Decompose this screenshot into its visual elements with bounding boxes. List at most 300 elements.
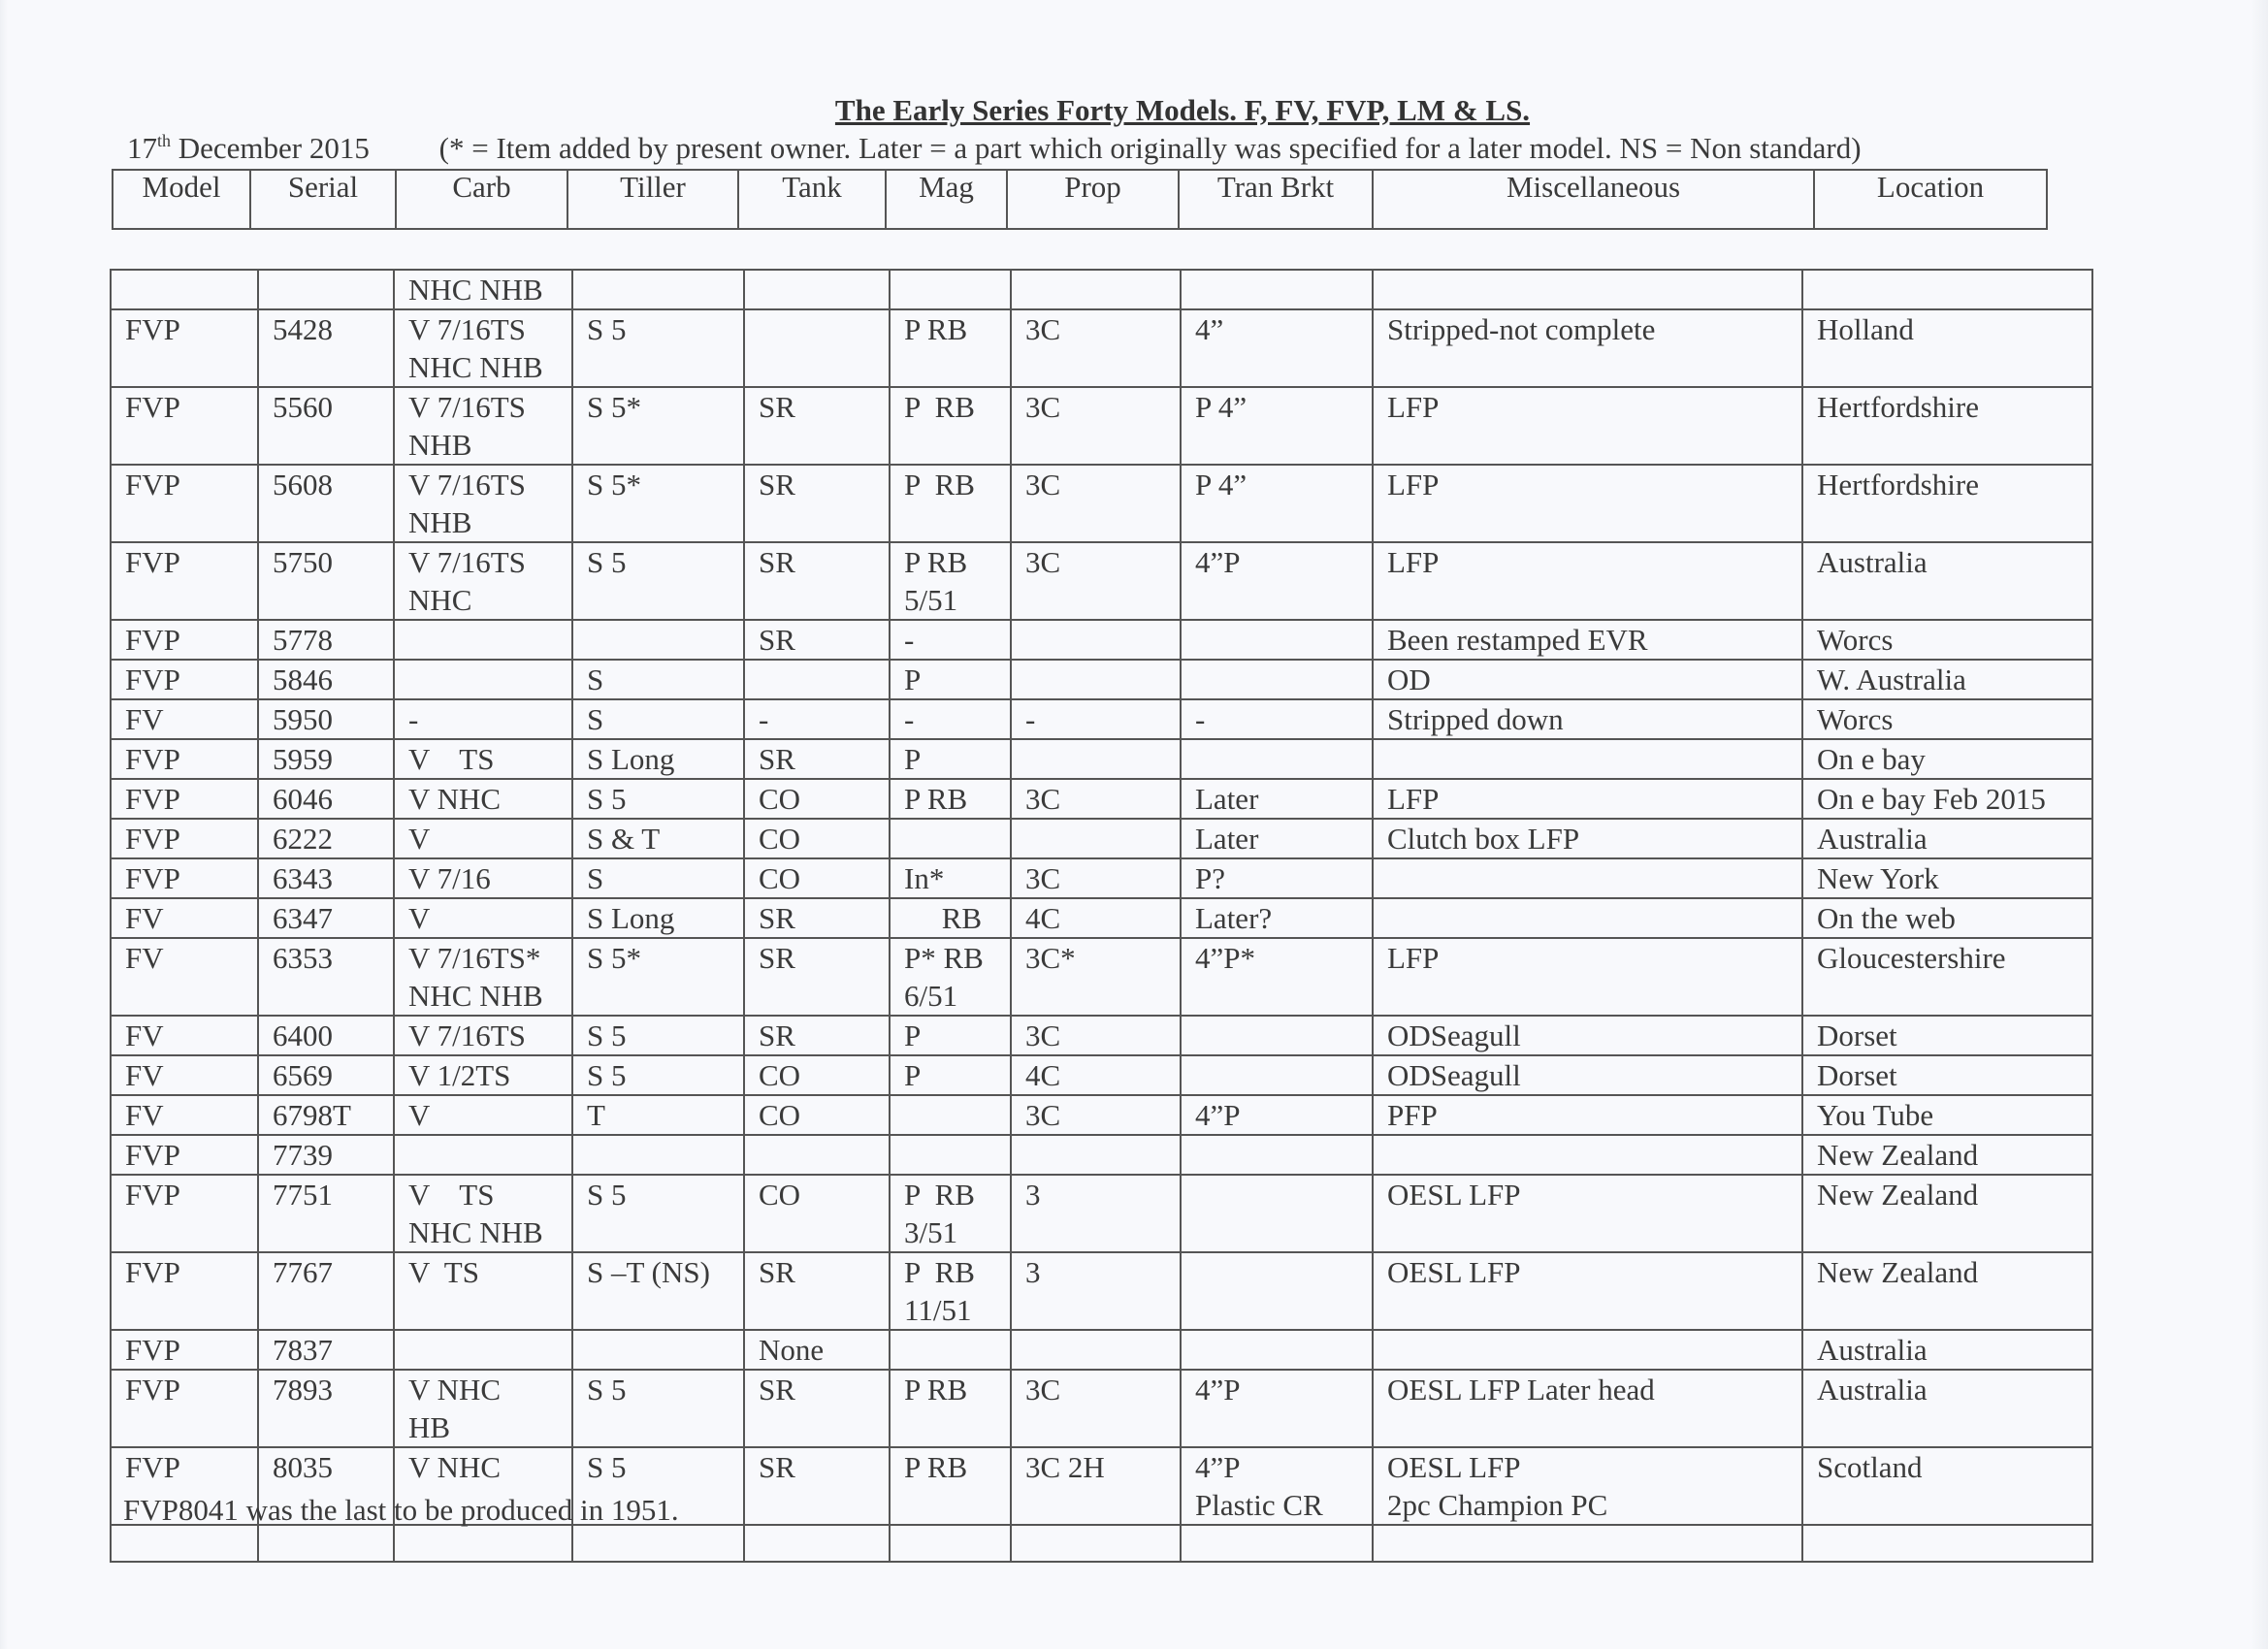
- table-row: [111, 1525, 2092, 1562]
- cell-miscellaneous: [1373, 858, 1802, 898]
- cell-tank: [744, 819, 890, 858]
- cell-text: CO: [759, 822, 801, 856]
- abbreviation-legend: (* = Item added by present owner. Later = a part which originally was specified for a later model. NS = Non standard): [438, 131, 1862, 165]
- cell-line: P?: [1195, 861, 1225, 895]
- cell-text: SR: [759, 623, 795, 657]
- cell-serial: [258, 1135, 394, 1175]
- document-date: [127, 131, 370, 165]
- cell-text: 5778: [273, 623, 333, 657]
- cell-serial: [258, 1370, 394, 1447]
- cell-model: [111, 898, 258, 938]
- cell-line: P RB: [904, 1255, 975, 1289]
- cell-line: S 5: [587, 312, 627, 346]
- cell-location: [1802, 819, 2092, 858]
- cell-miscellaneous: [1373, 1016, 1802, 1055]
- cell-prop: [1011, 819, 1181, 858]
- cell-model: [111, 699, 258, 739]
- cell-text: SR: [759, 1373, 795, 1406]
- cell-tank: [744, 660, 890, 699]
- cell-model: [111, 465, 258, 542]
- cell-model: [111, 542, 258, 620]
- cell-tank: [744, 739, 890, 779]
- cell-carb: [394, 1175, 572, 1252]
- column-header-tank: Tank: [738, 170, 886, 229]
- cell-carb: [394, 1525, 572, 1562]
- cell-line: -: [904, 623, 915, 657]
- cell-tank: [744, 898, 890, 938]
- cell-text: 3C: [1025, 390, 1061, 424]
- cell-line: P RB: [904, 782, 968, 816]
- cell-tiller: [572, 1095, 744, 1135]
- cell-line: 4”P: [1195, 1098, 1241, 1132]
- column-header-model: Model: [113, 170, 250, 229]
- cell-line: V 7/16TS: [408, 545, 526, 579]
- cell-tran-brkt: [1181, 819, 1373, 858]
- cell-location: [1802, 1135, 2092, 1175]
- cell-prop: [1011, 1055, 1181, 1095]
- cell-text: Worcs: [1817, 623, 1894, 657]
- cell-mag: [890, 542, 1011, 620]
- cell-text: FVP: [125, 1178, 180, 1212]
- cell-text: SR: [759, 941, 795, 975]
- cell-tran-brkt: [1181, 898, 1373, 938]
- cell-carb: [394, 1252, 572, 1330]
- cell-text: 3C: [1025, 1373, 1061, 1406]
- cell-line: Clutch box LFP: [1387, 822, 1580, 856]
- cell-text: 5846: [273, 663, 333, 696]
- document-title: The Early Series Forty Models. F, FV, FVP, LM & LS.: [834, 93, 1531, 127]
- cell-miscellaneous: [1373, 779, 1802, 819]
- cell-serial: [258, 1252, 394, 1330]
- cell-text: 6347: [273, 901, 333, 935]
- cell-tiller: [572, 1525, 744, 1562]
- cell-carb: [394, 1055, 572, 1095]
- cell-line: V 7/16: [408, 861, 491, 895]
- cell-text: CO: [759, 861, 801, 895]
- cell-tank: [744, 1095, 890, 1135]
- cell-tank: [744, 620, 890, 660]
- cell-model: [111, 1016, 258, 1055]
- cell-carb: [394, 309, 572, 387]
- cell-serial: [258, 465, 394, 542]
- cell-mag: [890, 1135, 1011, 1175]
- cell-miscellaneous: [1373, 465, 1802, 542]
- cell-prop: [1011, 1370, 1181, 1447]
- footer-note: FVP8041 was the last to be produced in 1951.: [123, 1493, 679, 1527]
- cell-model: [111, 387, 258, 465]
- cell-text: FVP: [125, 663, 180, 696]
- cell-text: SR: [759, 1255, 795, 1289]
- date-day: 17: [127, 131, 157, 165]
- cell-prop: [1011, 1525, 1181, 1562]
- cell-tank: [744, 465, 890, 542]
- cell-serial: [258, 1055, 394, 1095]
- cell-text: SR: [759, 742, 795, 776]
- cell-miscellaneous: [1373, 1135, 1802, 1175]
- cell-text: 3: [1025, 1178, 1041, 1212]
- cell-location: [1802, 309, 2092, 387]
- cell-prop: [1011, 1175, 1181, 1252]
- cell-location: [1802, 465, 2092, 542]
- cell-line: V: [408, 1098, 431, 1132]
- document-subheading: [127, 131, 1862, 166]
- cell-miscellaneous: [1373, 1370, 1802, 1447]
- column-header-prop: Prop: [1007, 170, 1179, 229]
- cell-line: S 5: [587, 1018, 627, 1052]
- cell-tank: [744, 542, 890, 620]
- cell-line: S 5: [587, 1450, 627, 1484]
- cell-line: V 7/16TS*: [408, 941, 541, 975]
- cell-location: [1802, 620, 2092, 660]
- cell-text: 3C 2H: [1025, 1450, 1105, 1484]
- cell-line: Stripped-not complete: [1387, 312, 1656, 346]
- cell-text: FVP: [125, 545, 180, 579]
- cell-line: OD: [1387, 663, 1431, 696]
- cell-miscellaneous: [1373, 699, 1802, 739]
- cell-mag: [890, 1252, 1011, 1330]
- cell-location: [1802, 1095, 2092, 1135]
- cell-text: 7739: [273, 1138, 333, 1172]
- cell-miscellaneous: [1373, 1252, 1802, 1330]
- cell-tank: [744, 699, 890, 739]
- cell-location: [1802, 542, 2092, 620]
- cell-carb: [394, 819, 572, 858]
- cell-model: [111, 1370, 258, 1447]
- cell-line: S –T (NS): [587, 1255, 710, 1289]
- cell-tran-brkt: [1181, 309, 1373, 387]
- cell-line: S 5: [587, 545, 627, 579]
- cell-line: NHC NHB: [408, 350, 543, 384]
- cell-tran-brkt: [1181, 699, 1373, 739]
- cell-model: [111, 309, 258, 387]
- cell-line: V: [408, 822, 431, 856]
- cell-line: S: [587, 702, 604, 736]
- cell-prop: [1011, 620, 1181, 660]
- cell-text: W. Australia: [1817, 663, 1966, 696]
- cell-mag: [890, 1016, 1011, 1055]
- cell-serial: [258, 739, 394, 779]
- cell-text: Dorset: [1817, 1018, 1897, 1052]
- cell-line: P 4”: [1195, 468, 1247, 501]
- cell-model: [111, 1330, 258, 1370]
- cell-miscellaneous: [1373, 620, 1802, 660]
- cell-prop: [1011, 1016, 1181, 1055]
- table-row: [111, 1330, 2092, 1370]
- cell-text: 5560: [273, 390, 333, 424]
- cell-line: P RB: [904, 545, 968, 579]
- table-row: [111, 1252, 2092, 1330]
- cell-text: -: [1025, 702, 1036, 736]
- cell-tank: [744, 779, 890, 819]
- cell-tank: [744, 309, 890, 387]
- cell-line: V 7/16TS: [408, 390, 526, 424]
- cell-mag: [890, 465, 1011, 542]
- cell-text: Scotland: [1817, 1450, 1923, 1484]
- cell-carb: [394, 779, 572, 819]
- cell-text: Hertfordshire: [1817, 390, 1979, 424]
- cell-prop: [1011, 699, 1181, 739]
- table-row: [111, 1055, 2092, 1095]
- cell-text: SR: [759, 545, 795, 579]
- cell-tiller: [572, 1055, 744, 1095]
- cell-line: Stripped down: [1387, 702, 1564, 736]
- cell-mag: [890, 898, 1011, 938]
- cell-location: [1802, 1370, 2092, 1447]
- cell-line: Been restamped EVR: [1387, 623, 1648, 657]
- cell-line: LFP: [1387, 782, 1440, 816]
- cell-line: OESL LFP: [1387, 1178, 1521, 1212]
- cell-miscellaneous: [1373, 739, 1802, 779]
- cell-text: New Zealand: [1817, 1178, 1979, 1212]
- cell-text: 6353: [273, 941, 333, 975]
- table-row: [111, 898, 2092, 938]
- cell-line: NHB: [408, 428, 472, 462]
- cell-line: Later: [1195, 822, 1259, 856]
- cell-prop: [1011, 898, 1181, 938]
- cell-line: 2pc Champion PC: [1387, 1488, 1608, 1522]
- cell-tiller: [572, 309, 744, 387]
- cell-line: P RB: [904, 390, 975, 424]
- cell-serial: [258, 542, 394, 620]
- cell-model: [111, 270, 258, 309]
- table-row: [111, 1175, 2092, 1252]
- column-header-mag: Mag: [886, 170, 1007, 229]
- cell-text: SR: [759, 1450, 795, 1484]
- cell-carb: [394, 270, 572, 309]
- cell-mag: [890, 1055, 1011, 1095]
- cell-text: FVP: [125, 861, 180, 895]
- cell-line: PFP: [1387, 1098, 1438, 1132]
- cell-tank: [744, 1330, 890, 1370]
- cell-tiller: [572, 660, 744, 699]
- cell-line: S 5*: [587, 468, 641, 501]
- cell-tran-brkt: [1181, 1135, 1373, 1175]
- cell-line: LFP: [1387, 545, 1440, 579]
- cell-text: FVP: [125, 742, 180, 776]
- cell-text: 6343: [273, 861, 333, 895]
- cell-text: FVP: [125, 1333, 180, 1367]
- cell-line: V NHC: [408, 1450, 502, 1484]
- cell-model: [111, 660, 258, 699]
- cell-text: New York: [1817, 861, 1939, 895]
- cell-tiller: [572, 465, 744, 542]
- cell-line: NHB: [408, 505, 472, 539]
- cell-location: [1802, 898, 2092, 938]
- cell-serial: [258, 309, 394, 387]
- cell-tran-brkt: [1181, 938, 1373, 1016]
- header-row: [113, 170, 2047, 229]
- cell-tran-brkt: [1181, 1095, 1373, 1135]
- column-header-tiller: Tiller: [567, 170, 738, 229]
- cell-miscellaneous: [1373, 898, 1802, 938]
- table-row: [111, 699, 2092, 739]
- cell-line: S: [587, 663, 604, 696]
- cell-model: [111, 1525, 258, 1562]
- cell-tiller: [572, 620, 744, 660]
- cell-tiller: [572, 819, 744, 858]
- cell-text: 3C: [1025, 1018, 1061, 1052]
- cell-text: FV: [125, 901, 164, 935]
- cell-line: -: [904, 702, 915, 736]
- cell-line: NHC NHB: [408, 1215, 543, 1249]
- cell-prop: [1011, 739, 1181, 779]
- cell-tank: [744, 387, 890, 465]
- cell-miscellaneous: [1373, 309, 1802, 387]
- cell-line: NHC NHB: [408, 979, 543, 1013]
- cell-text: FVP: [125, 623, 180, 657]
- cell-serial: [258, 938, 394, 1016]
- cell-text: None: [759, 1333, 825, 1367]
- cell-location: [1802, 938, 2092, 1016]
- table-row: [111, 270, 2092, 309]
- cell-text: Australia: [1817, 1333, 1928, 1367]
- cell-serial: [258, 387, 394, 465]
- cell-line: P: [904, 663, 922, 696]
- cell-text: 3C: [1025, 545, 1061, 579]
- cell-miscellaneous: [1373, 660, 1802, 699]
- cell-prop: [1011, 542, 1181, 620]
- cell-text: Australia: [1817, 822, 1928, 856]
- cell-tran-brkt: [1181, 1330, 1373, 1370]
- cell-text: FVP: [125, 312, 180, 346]
- cell-line: S: [587, 861, 604, 895]
- table-row: [111, 1135, 2092, 1175]
- cell-serial: [258, 1525, 394, 1562]
- date-suffix: th: [157, 131, 172, 150]
- cell-text: You Tube: [1817, 1098, 1934, 1132]
- cell-line: ODSeagull: [1387, 1018, 1521, 1052]
- cell-miscellaneous: [1373, 938, 1802, 1016]
- column-header-tran-brkt: Tran Brkt: [1179, 170, 1373, 229]
- cell-mag: [890, 1370, 1011, 1447]
- cell-mag: [890, 309, 1011, 387]
- cell-mag: [890, 779, 1011, 819]
- cell-tran-brkt: [1181, 858, 1373, 898]
- cell-prop: [1011, 1447, 1181, 1525]
- cell-miscellaneous: [1373, 1095, 1802, 1135]
- cell-line: LFP: [1387, 941, 1440, 975]
- cell-text: 6046: [273, 782, 333, 816]
- cell-text: On e bay: [1817, 742, 1926, 776]
- cell-mag: [890, 1447, 1011, 1525]
- cell-tran-brkt: [1181, 779, 1373, 819]
- date-rest: December 2015: [171, 131, 370, 165]
- cell-tran-brkt: [1181, 1447, 1373, 1525]
- cell-tiller: [572, 1370, 744, 1447]
- cell-mag: [890, 270, 1011, 309]
- table-row: [111, 542, 2092, 620]
- cell-tank: [744, 1135, 890, 1175]
- cell-miscellaneous: [1373, 1525, 1802, 1562]
- cell-line: S Long: [587, 901, 675, 935]
- cell-text: 5959: [273, 742, 333, 776]
- cell-tiller: [572, 779, 744, 819]
- cell-text: 3C: [1025, 312, 1061, 346]
- cell-model: [111, 1252, 258, 1330]
- column-header-location: Location: [1814, 170, 2047, 229]
- cell-line: V TS: [408, 1178, 495, 1212]
- cell-miscellaneous: [1373, 1330, 1802, 1370]
- cell-line: Plastic CR: [1195, 1488, 1323, 1522]
- cell-miscellaneous: [1373, 1175, 1802, 1252]
- cell-model: [111, 819, 258, 858]
- cell-line: 11/51: [904, 1293, 972, 1327]
- cell-carb: [394, 699, 572, 739]
- cell-model: [111, 938, 258, 1016]
- cell-model: [111, 779, 258, 819]
- cell-location: [1802, 660, 2092, 699]
- cell-text: FVP: [125, 822, 180, 856]
- cell-serial: [258, 699, 394, 739]
- cell-line: V NHC: [408, 1373, 502, 1406]
- cell-miscellaneous: [1373, 819, 1802, 858]
- cell-tran-brkt: [1181, 1055, 1373, 1095]
- cell-carb: [394, 1016, 572, 1055]
- table-row: [111, 660, 2092, 699]
- cell-tank: [744, 270, 890, 309]
- cell-text: Australia: [1817, 1373, 1928, 1406]
- cell-text: FVP: [125, 1255, 180, 1289]
- cell-location: [1802, 1175, 2092, 1252]
- models-table: [110, 269, 2093, 1563]
- cell-text: 7751: [273, 1178, 333, 1212]
- cell-tank: [744, 938, 890, 1016]
- table-row: [111, 779, 2092, 819]
- cell-model: [111, 620, 258, 660]
- table-row: [111, 938, 2092, 1016]
- table-row: [111, 620, 2092, 660]
- cell-carb: [394, 660, 572, 699]
- cell-tiller: [572, 938, 744, 1016]
- cell-tank: [744, 858, 890, 898]
- cell-text: CO: [759, 782, 801, 816]
- cell-text: 7837: [273, 1333, 333, 1367]
- cell-text: FV: [125, 1018, 164, 1052]
- cell-line: V 7/16TS: [408, 312, 526, 346]
- cell-model: [111, 858, 258, 898]
- cell-miscellaneous: [1373, 270, 1802, 309]
- cell-tank: [744, 1252, 890, 1330]
- cell-line: S 5: [587, 1178, 627, 1212]
- cell-line: 4”P: [1195, 545, 1241, 579]
- cell-tran-brkt: [1181, 739, 1373, 779]
- cell-mag: [890, 1095, 1011, 1135]
- cell-text: FVP: [125, 1450, 180, 1484]
- cell-carb: [394, 620, 572, 660]
- cell-text: CO: [759, 1058, 801, 1092]
- cell-location: [1802, 1330, 2092, 1370]
- cell-text: Australia: [1817, 545, 1928, 579]
- cell-line: S Long: [587, 742, 675, 776]
- cell-tiller: [572, 1330, 744, 1370]
- cell-location: [1802, 387, 2092, 465]
- cell-prop: [1011, 309, 1181, 387]
- cell-line: P: [904, 1018, 922, 1052]
- cell-text: FVP: [125, 390, 180, 424]
- cell-location: [1802, 1447, 2092, 1525]
- cell-line: S 5*: [587, 941, 641, 975]
- cell-prop: [1011, 1095, 1181, 1135]
- cell-tank: [744, 1055, 890, 1095]
- cell-line: P* RB: [904, 941, 984, 975]
- cell-text: 3: [1025, 1255, 1041, 1289]
- cell-serial: [258, 819, 394, 858]
- column-header-serial: Serial: [250, 170, 396, 229]
- cell-location: [1802, 1252, 2092, 1330]
- cell-tran-brkt: [1181, 387, 1373, 465]
- cell-tank: [744, 1175, 890, 1252]
- cell-text: FV: [125, 702, 164, 736]
